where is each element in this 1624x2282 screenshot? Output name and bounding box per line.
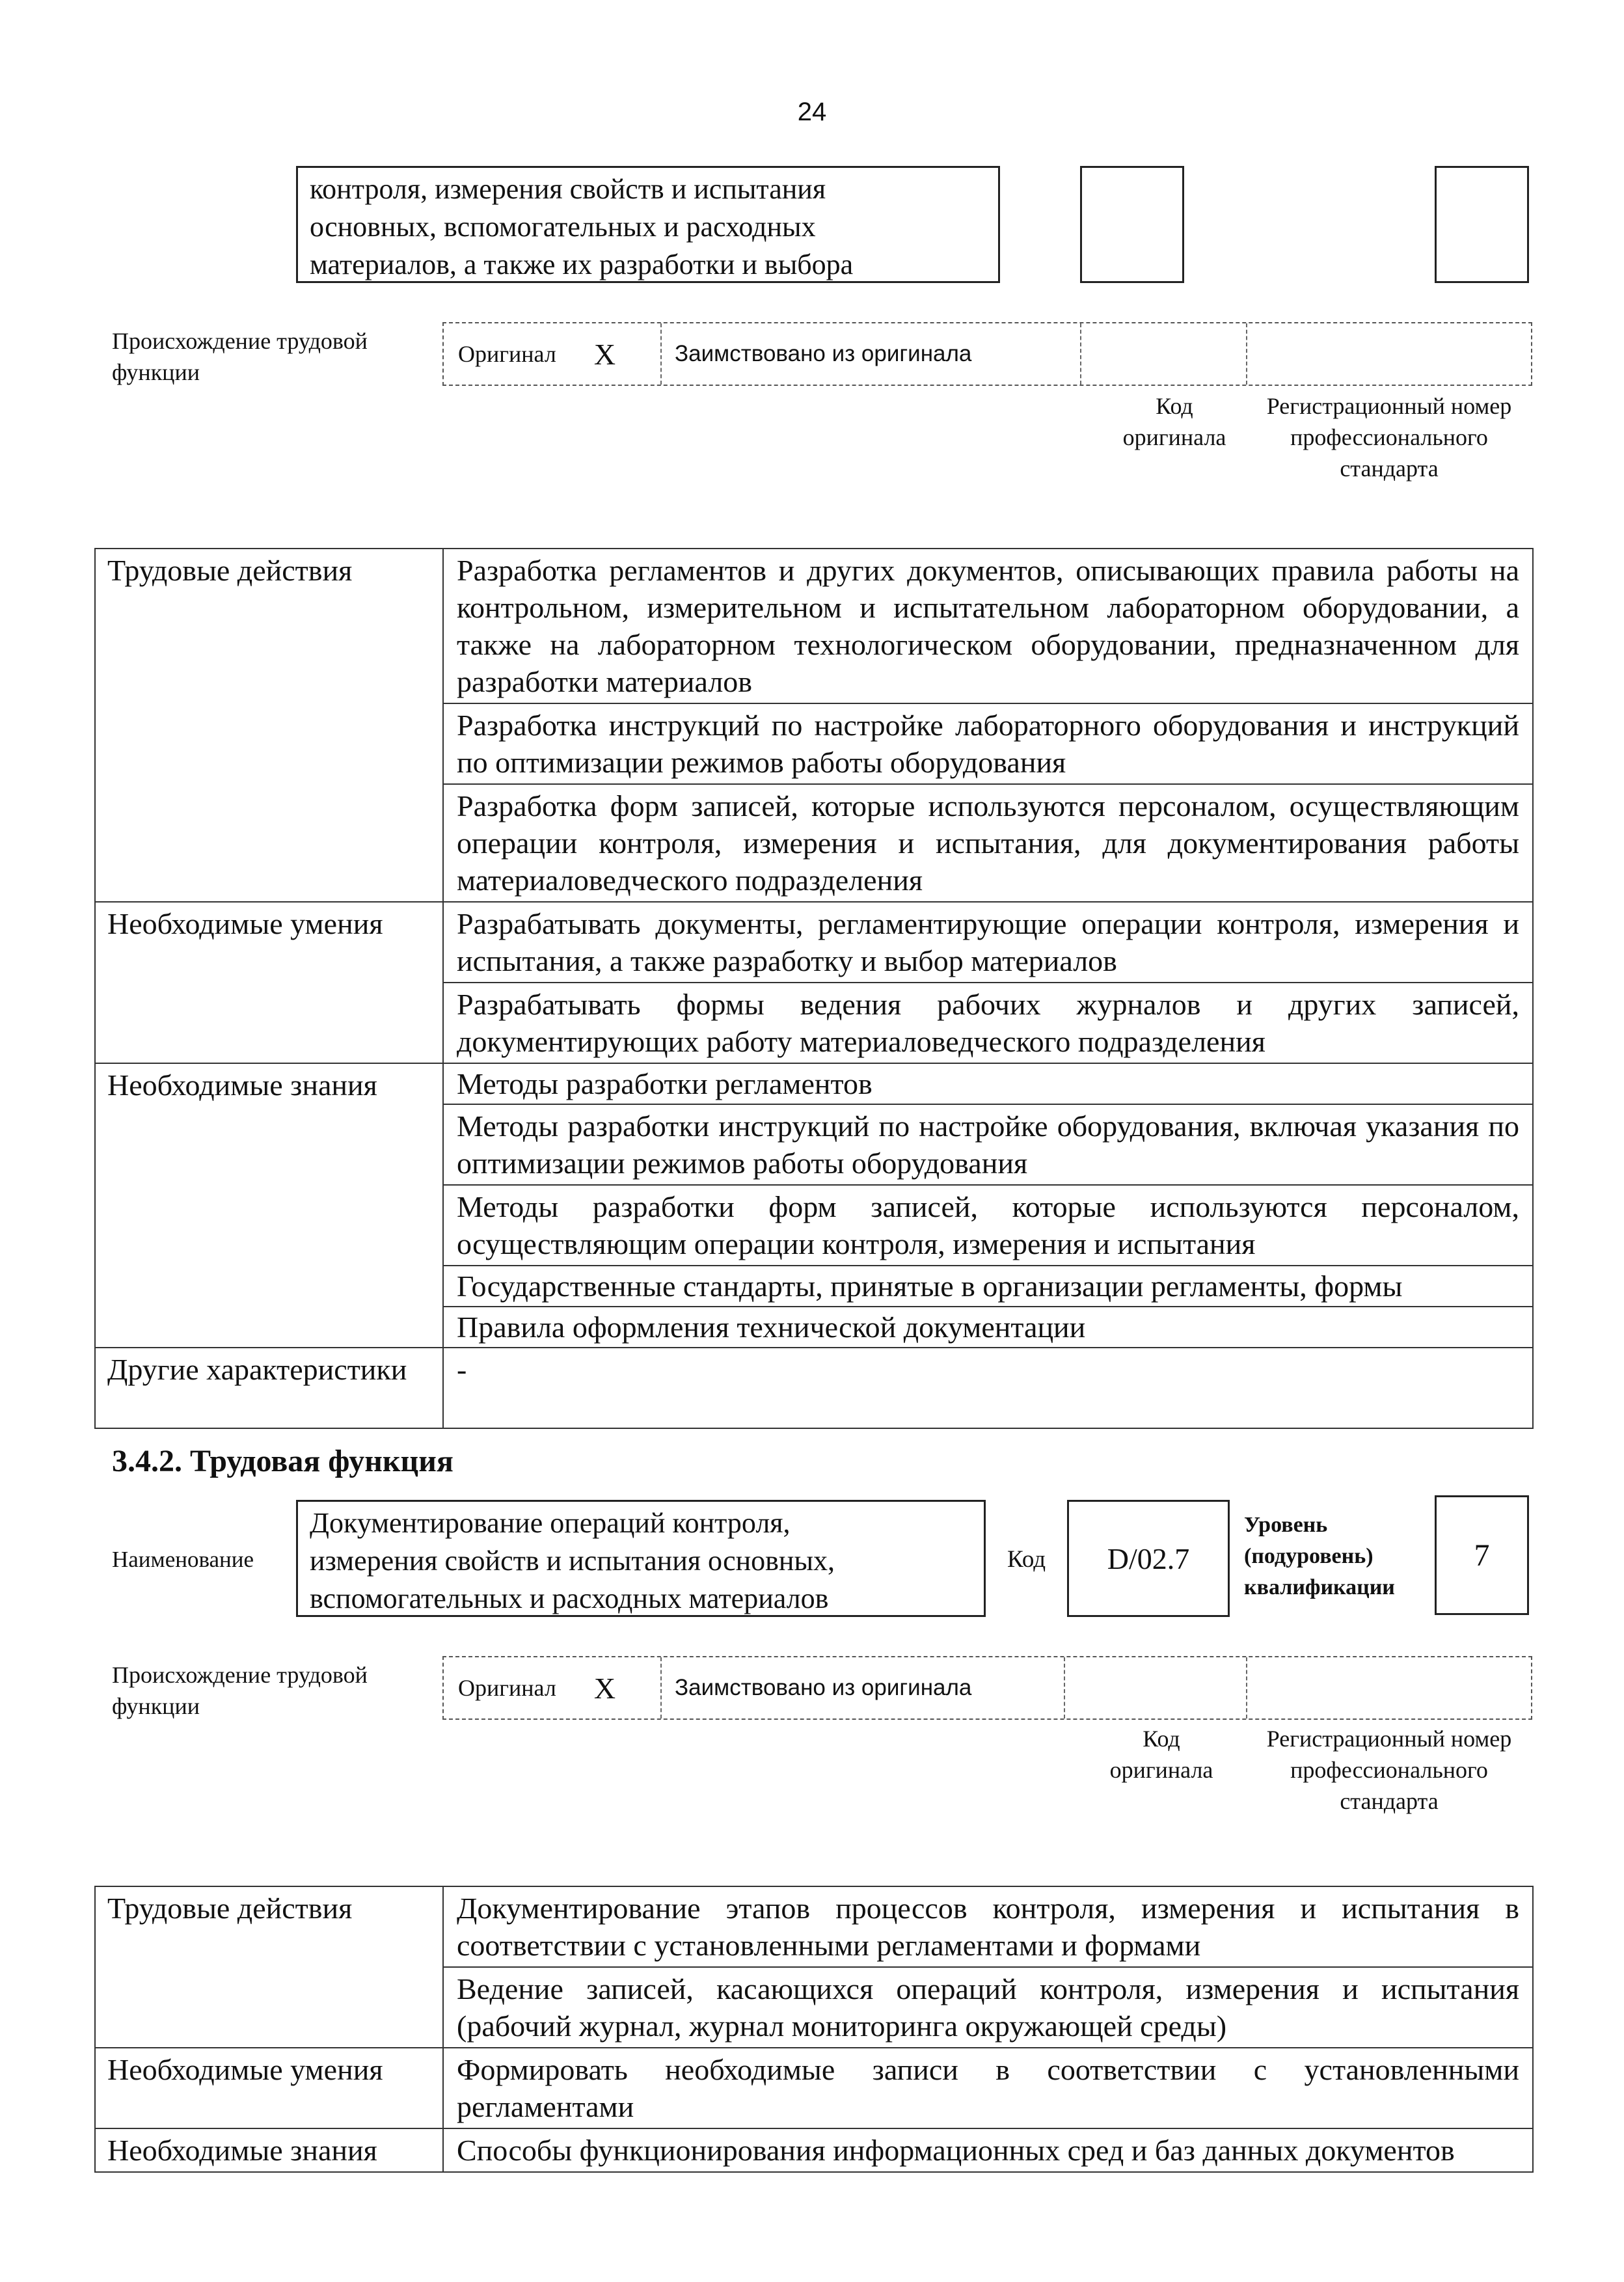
row-value: Правила оформления технической документации [443, 1307, 1533, 1348]
origin-reg-cell [1246, 323, 1531, 385]
code-label: Код [1007, 1546, 1046, 1573]
function-name-line: основных, вспомогательных и расходных [310, 211, 816, 243]
row-value: Государственные стандарты, принятые в организации регламенты, формы [443, 1266, 1533, 1307]
row-value: Методы разработки инструкций по настройке оборудования, включая указания по оптимизации режимов работы оборудования [443, 1104, 1533, 1185]
row-label: Необходимые знания [95, 2128, 443, 2172]
row-label: Трудовые действия [95, 1886, 443, 2048]
page-number: 24 [797, 98, 827, 126]
row-value: Разрабатывать документы, регламентирующие операции контроля, измерения и испытания, а также разработку и выбор материалов [443, 902, 1533, 983]
row-value: - [443, 1348, 1533, 1428]
caption-code-original: Код оригинала [1109, 1726, 1213, 1783]
origin-borrowed-label: Заимствовано из оригинала [675, 341, 972, 366]
function-name-line: измерения свойств и испытания основных, [310, 1545, 835, 1577]
origin-row [442, 322, 1532, 386]
level-box [1435, 166, 1529, 283]
caption-registration-number: Регистрационный номер профессионального стандарта [1266, 1726, 1512, 1814]
table-row [95, 1063, 1533, 1104]
origin-original-label: Оригинал [458, 1675, 556, 1701]
code-box [1080, 166, 1184, 283]
origin-reg-cell [1246, 1657, 1531, 1718]
row-label: Трудовые действия [95, 549, 443, 902]
row-value: Разработка регламентов и других документов, описывающих правила работы на контрольном, измерительном и испытательном лабораторном оборудовании, а также на лабораторном технологическом оборудовании, предназначенном для разработки материалов [443, 549, 1533, 703]
level-label-line: (подуровень) [1244, 1544, 1374, 1568]
origin-code-cell [1064, 1657, 1246, 1718]
origin-code-cell [1080, 323, 1246, 385]
origin-original-cell [444, 1657, 660, 1718]
origin-label: Происхождение трудовой функции [112, 1662, 368, 1719]
caption-registration-number: Регистрационный номер профессионального стандарта [1266, 393, 1512, 482]
row-value: Способы функционирования информационных сред и баз данных документов [443, 2128, 1533, 2172]
origin-borrowed-label: Заимствовано из оригинала [675, 1675, 972, 1700]
function-name-box [296, 166, 1000, 283]
origin-label: Происхождение трудовой функции [112, 328, 368, 385]
requirements-table [94, 1886, 1534, 2173]
row-value: Разработка инструкций по настройке лабораторного оборудования и инструкций по оптимизации режимов работы оборудования [443, 703, 1533, 784]
origin-row [442, 1656, 1532, 1720]
origin-mark: X [593, 1671, 616, 1705]
origin-original-cell [444, 323, 660, 385]
name-label: Наименование [112, 1547, 254, 1572]
origin-original-label: Оригинал [458, 341, 556, 367]
row-value: Методы разработки форм записей, которые используются персоналом, осуществляющим операции контроля, измерения и испытания [443, 1185, 1533, 1266]
section-heading: 3.4.2. Трудовая функция [112, 1444, 453, 1478]
origin-mark: X [593, 337, 616, 371]
level-label-line: Уровень [1244, 1513, 1328, 1537]
table-row [95, 1348, 1533, 1428]
function-name-line: материалов, а также их разработки и выбора [310, 249, 854, 280]
table-row [95, 2128, 1533, 2172]
row-label: Необходимые умения [95, 902, 443, 1063]
row-value: Ведение записей, касающихся операций контроля, измерения и испытания (рабочий журнал, журнал мониторинга окружающей среды) [443, 1967, 1533, 2048]
row-value: Разработка форм записей, которые используются персоналом, осуществляющим операции контроля, измерения и испытания, для документирования работы материаловедческого подразделения [443, 784, 1533, 902]
table-row [95, 1886, 1533, 1967]
row-label: Необходимые умения [95, 2048, 443, 2128]
level-label-line: квалификации [1244, 1575, 1395, 1599]
requirements-table [94, 548, 1534, 1429]
row-value: Документирование этапов процессов контроля, измерения и испытания в соответствии с установленными регламентами и формами [443, 1886, 1533, 1967]
code-value: D/02.7 [1107, 1542, 1190, 1575]
function-name-box [296, 1500, 986, 1617]
level-value: 7 [1474, 1538, 1490, 1573]
caption-code-original: Код оригинала [1122, 393, 1226, 450]
level-box [1435, 1495, 1529, 1615]
function-name-line: вспомогательных и расходных материалов [310, 1582, 829, 1614]
function-name-line: Документирование операций контроля, [310, 1507, 791, 1539]
function-name-line: контроля, измерения свойств и испытания [310, 173, 826, 205]
level-label [1244, 1510, 1395, 1603]
row-value: Разрабатывать формы ведения рабочих журналов и других записей, документирующих работу материаловедческого подразделения [443, 983, 1533, 1063]
table-row [95, 549, 1533, 703]
row-label: Другие характеристики [95, 1348, 443, 1428]
table-row [95, 2048, 1533, 2128]
row-value: Методы разработки регламентов [443, 1063, 1533, 1104]
row-value: Формировать необходимые записи в соответствии с установленными регламентами [443, 2048, 1533, 2128]
code-box [1067, 1500, 1230, 1617]
table-row [95, 902, 1533, 983]
row-label: Необходимые знания [95, 1063, 443, 1348]
origin-borrowed-cell [660, 323, 1080, 385]
origin-borrowed-cell [660, 1657, 1064, 1718]
